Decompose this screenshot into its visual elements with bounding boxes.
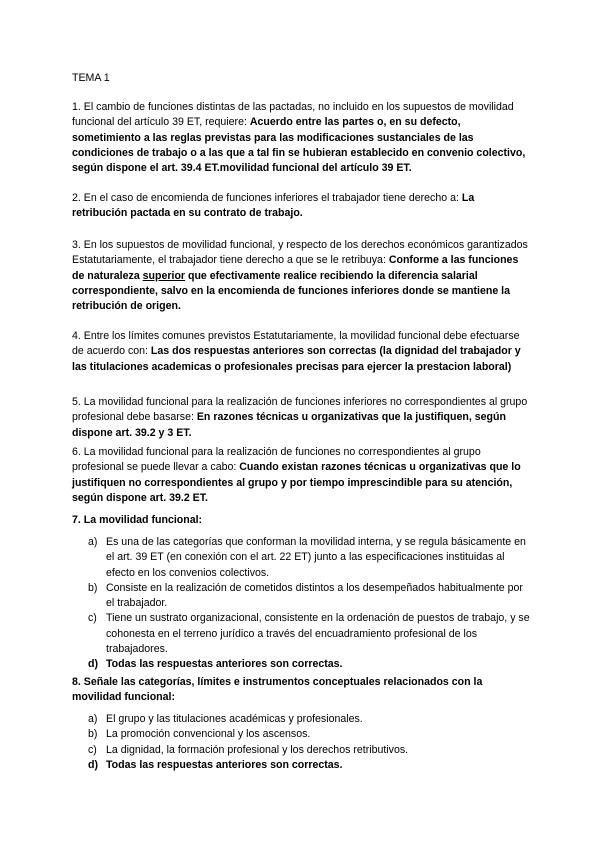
question-7-heading: 7. La movilidad funcional: [72,514,203,526]
question-5 [72,395,532,441]
question-4 [72,329,532,375]
question-7-option-a [72,535,532,581]
question-7-option-b [72,581,532,612]
question-5-text: 5. La movilidad funcional para la realización de funciones inferiores no correspondientes al grupo profesional debe basarse: [72,396,528,424]
question-1-text: 1. El cambio de funciones distintas de las pactadas, no incluido en los supuestos de movilidad funcional del artículo 39 ET, requiere: [72,101,514,129]
option-letter: c) [88,743,97,756]
question-7-option-d [72,657,532,672]
question-1 [72,100,532,176]
option-letter: c) [88,612,97,625]
document-title: TEMA 1 [72,72,110,84]
option-text: Tiene un sustrato organizacional, consistente en la ordenación de puestos de trabajo, y se cohonesta en el terreno jurídico a través del encuadramiento profesional de los trabajadores. [106,612,530,656]
option-letter: d) [88,658,98,671]
question-6-text: 6. La movilidad funcional para la realización de funciones no correspondientes al grupo profesional se puede llevar a cabo: [72,446,481,474]
question-7-option-c [72,611,532,657]
question-8-option-d [72,758,532,773]
option-letter: a) [88,536,98,548]
question-6 [72,445,532,506]
question-8-heading: 8. Señale las categorías, límites e instrumentos conceptuales relacionados con la movilidad funcional: [72,676,483,704]
option-letter: b) [88,728,98,741]
question-3-answer-a: Conforme a las funciones de naturaleza [72,254,519,282]
question-4-answer: Las dos respuestas anteriores son correctas (la dignidad del trabajador y las titulaciones academicas o profesionales precisas para ejercer la prestacion laboral) [72,345,521,373]
option-letter: a) [88,713,98,725]
option-text: La dignidad, la formación profesional y los derechos retributivos. [106,743,409,756]
option-text: Es una de las categorías que conforman la movilidad interna, y se regula básicamente en el art. 39 ET (en conexión con el art. 22 ET) junto a las especificaciones instituidas al efecto en los convenios colectivos. [106,536,526,579]
question-2-text: 2. En el caso de encomienda de funciones inferiores el trabajador tiene derecho a: [72,192,462,204]
option-text: Todas las respuestas anteriores son correctas. [106,758,343,771]
question-8-option-b [72,727,532,742]
question-4-text: 4. Entre los límites comunes previstos Estatutariamente, la movilidad funcional debe efectuarse de acuerdo con: [72,330,520,358]
question-8-option-a [72,712,532,727]
question-3-answer-b: que efectivamente realice recibiendo la diferencia salarial correspondiente, salvo en la encomienda de funciones inferiores donde se mantiene la retribución de origen. [72,269,510,313]
option-letter: d) [88,758,98,771]
option-text: La promoción convencional y los ascensos. [106,728,311,741]
option-text: Consiste en la realización de cometidos distintos a los desempeñados habitualmente por el trabajador. [106,581,523,610]
option-text: El grupo y las titulaciones académicas y profesionales. [106,713,363,725]
question-7-options [72,535,532,673]
question-8-options [72,712,532,773]
question-2 [72,191,532,222]
question-3 [72,238,532,314]
option-text: Todas las respuestas anteriores son correctas. [106,658,343,671]
question-8-option-c [72,743,532,758]
option-letter: b) [88,581,98,594]
question-3-answer-underlined: superior [142,269,186,282]
question-1-answer: Acuerdo entre las partes o, en su defecto, sometimiento a las reglas previstas para las modificaciones sustanciales de las condiciones de trabajo o a las que a tal fin se hubieran establecido en convenio colectivo, según dispone el art. 39.4 ET.movilidad funcional del artículo 39 ET. [72,116,526,175]
question-3-text: 3. En los supuestos de movilidad funcional, y respecto de los derechos económicos garantizados Estatutariamente, el trabajador tiene derecho a que se le retribuya: [72,239,528,267]
question-6-answer: Cuando existan razones técnicas u organizativas que lo justifiquen no correspondientes al grupo y por tiempo imprescindible para su atención, según dispone art. 39.2 ET. [72,461,521,504]
question-2-answer: La retribución pactada en su contrato de trabajo. [72,192,475,220]
question-5-answer: En razones técnicas u organizativas que la justifiquen, según dispone art. 39.2 y 3 ET. [72,411,506,439]
